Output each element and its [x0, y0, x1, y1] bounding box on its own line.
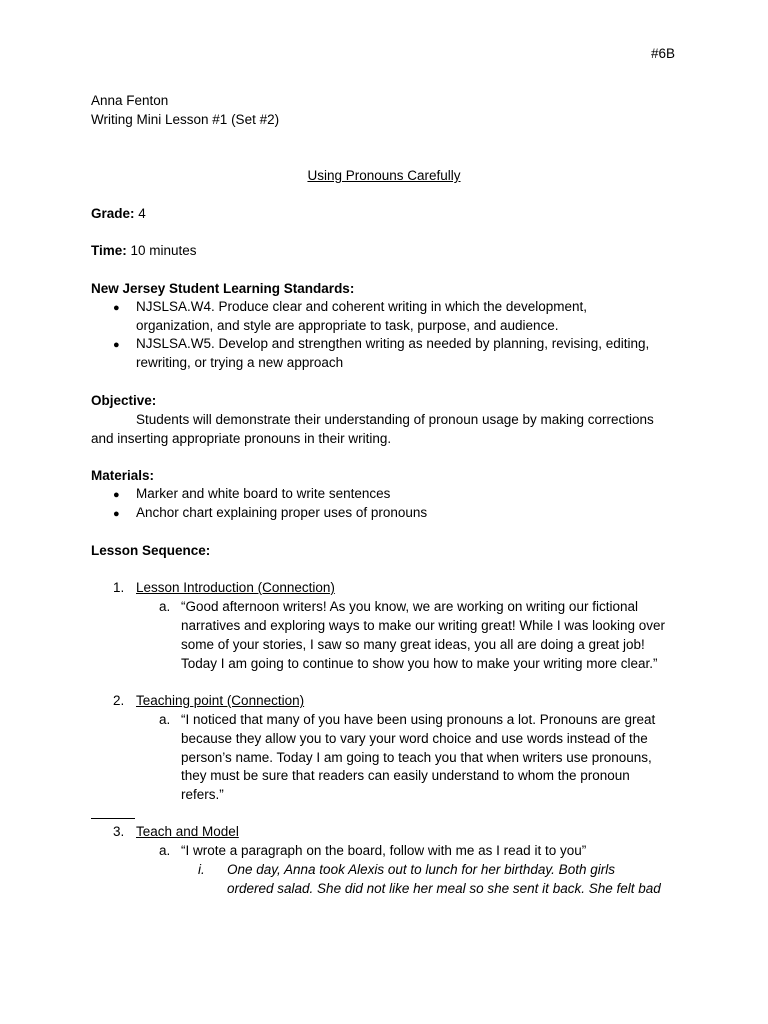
short-divider [91, 818, 135, 819]
step-text-line: because they allow you to vary your word choice and use words instead of the [181, 731, 648, 746]
step-text-line: Today I am going to continue to show you how to make your writing more clear.” [181, 656, 658, 671]
bullet-marker: ● [113, 508, 120, 520]
step-text-line: refers.” [181, 787, 224, 802]
step-text-line: some of your stories, I saw so many great ideas, you all are doing a great job! [181, 637, 645, 652]
step-number: 3. [113, 824, 125, 839]
step-title: Teaching point (Connection) [136, 693, 305, 708]
step-sub-marker: a. [159, 599, 171, 614]
standard-item-line: NJSLSA.W5. Develop and strengthen writing as needed by planning, revising, editing, [136, 336, 650, 351]
bullet-marker: ● [113, 339, 120, 351]
bullet-marker: ● [113, 302, 120, 314]
materials-heading: Materials: [91, 468, 155, 483]
standard-item-line: NJSLSA.W4. Produce clear and coherent writing in which the development, [136, 299, 587, 314]
standard-item-line: rewriting, or trying a new approach [136, 355, 344, 370]
example-paragraph-line: One day, Anna took Alexis out to lunch for her birthday. Both girls [227, 862, 615, 877]
step-text-line: they must be sure that readers can easily understand to whom the pronoun [181, 768, 630, 783]
document-title: Using Pronouns Carefully [307, 168, 461, 183]
sequence-heading: Lesson Sequence: [91, 543, 211, 558]
step-title: Lesson Introduction (Connection) [136, 580, 335, 595]
standard-item-line: organization, and style are appropriate to task, purpose, and audience. [136, 318, 559, 333]
time-value: 10 minutes [126, 243, 197, 258]
bullet-marker: ● [113, 489, 120, 501]
time-label: Time: [91, 243, 127, 258]
standards-heading: New Jersey Student Learning Standards: [91, 281, 355, 296]
step-text-line: “Good afternoon writers! As you know, we are working on writing our fictional [181, 599, 638, 614]
step-text-line: person’s name. Today I am going to teach you that when writers use pronouns, [181, 750, 652, 765]
step-number: 1. [113, 580, 125, 595]
step-sub-marker: a. [159, 843, 171, 858]
grade-value: 4 [134, 206, 146, 221]
objective-text: and inserting appropriate pronouns in their writing. [91, 431, 392, 446]
materials-item: Marker and white board to write sentences [136, 486, 391, 501]
step-text-line: “I noticed that many of you have been using pronouns a lot. Pronouns are great [181, 712, 656, 727]
example-paragraph-line: ordered salad. She did not like her meal so she sent it back. She felt bad [227, 881, 661, 896]
page-tag: #6B [651, 46, 676, 61]
step-text-line: “I wrote a paragraph on the board, follow with me as I read it to you” [181, 843, 587, 858]
step-text-line: narratives and exploring ways to make our writing great! While I was looking over [181, 618, 665, 633]
materials-item: Anchor chart explaining proper uses of pronouns [136, 505, 428, 520]
step-number: 2. [113, 693, 125, 708]
step-title: Teach and Model [136, 824, 239, 839]
time-line [91, 242, 197, 261]
objective-text: Students will demonstrate their understanding of pronoun usage by making corrections [136, 412, 654, 427]
lesson-set: Writing Mini Lesson #1 (Set #2) [91, 112, 280, 127]
author-name: Anna Fenton [91, 93, 169, 108]
objective-heading: Objective: [91, 393, 157, 408]
roman-marker: i. [198, 862, 205, 877]
grade-line [91, 205, 146, 224]
step-sub-marker: a. [159, 712, 171, 727]
grade-label: Grade: [91, 206, 135, 221]
